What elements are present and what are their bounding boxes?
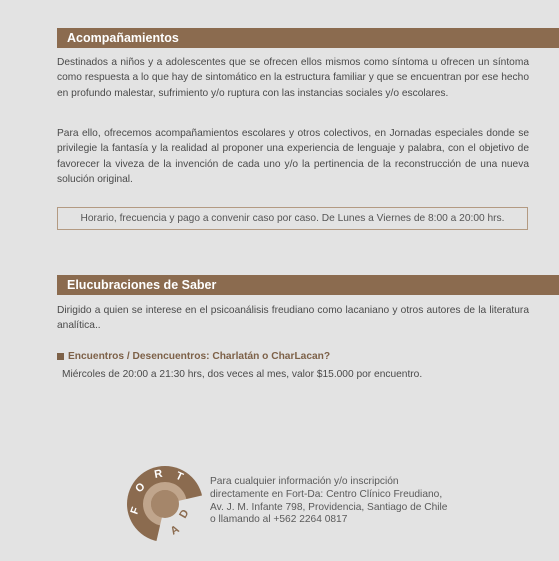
encuentros-title: Encuentros / Desencuentros: Charlatán o CharLacan? [68, 351, 331, 362]
logo-letter-a: A [168, 523, 182, 538]
fort-da-logo-icon [126, 465, 204, 543]
contact-line-3: Av. J. M. Infante 798, Providencia, Santiago de Chile [210, 501, 448, 513]
logo-center-front [151, 490, 179, 518]
acompanamientos-paragraph-1: Destinados a niños y a adolescentes que se ofrecen ellos mismos como síntoma u ofrecen un síntoma como respuesta a lo que hay de sintomático en la estructura familiar y que se encuentran por ese hecho en profundo malestar, sufrimiento y/o ruptura con las instancias sociales y/o escolares. [57, 57, 529, 99]
encuentros-detail: Miércoles de 20:00 a 21:30 hrs, dos veces al mes, valor $15.000 por encuentro. [62, 369, 423, 380]
section-header-elucubraciones: Elucubraciones de Saber [57, 275, 559, 295]
logo-letter-d: D [177, 507, 192, 521]
logo-letter-r: R [153, 467, 164, 481]
elucubraciones-paragraph: Dirigido a quien se interese en el psicoanálisis freudiano como lacaniano y otros autores de la literatura analítica.. [57, 305, 529, 332]
contact-line-4: o llamando al +562 2264 0817 [210, 514, 348, 526]
logo-letter-f: F [128, 505, 143, 517]
encuentros-heading [57, 351, 330, 362]
schedule-note-box: Horario, frecuencia y pago a convenir caso por caso. De Lunes a Viernes de 8:00 a 20:00 hrs. [57, 207, 528, 230]
section-header-acompanamientos: Acompañamientos [57, 28, 559, 48]
logo-letter-o: O [133, 480, 148, 496]
acompanamientos-paragraph-2: Para ello, ofrecemos acompañamientos escolares y otros colectivos, en Jornadas especiales donde se privilegie la fantasía y la realidad al proponer una experiencia de lenguaje y palabra, con el objetivo de favorecer la viveza de la invención de cada uno y/o la pertinencia de la reconstrucción de una nueva solución original. [57, 128, 529, 186]
contact-line-1: Para cualquier información y/o inscripción [210, 476, 399, 487]
contact-line-2: directamente en Fort-Da: Centro Clínico Freudiano, [210, 488, 443, 500]
logo-letter-t: T [173, 469, 185, 484]
contact-info [210, 476, 490, 527]
bullet-square-icon [57, 353, 64, 360]
